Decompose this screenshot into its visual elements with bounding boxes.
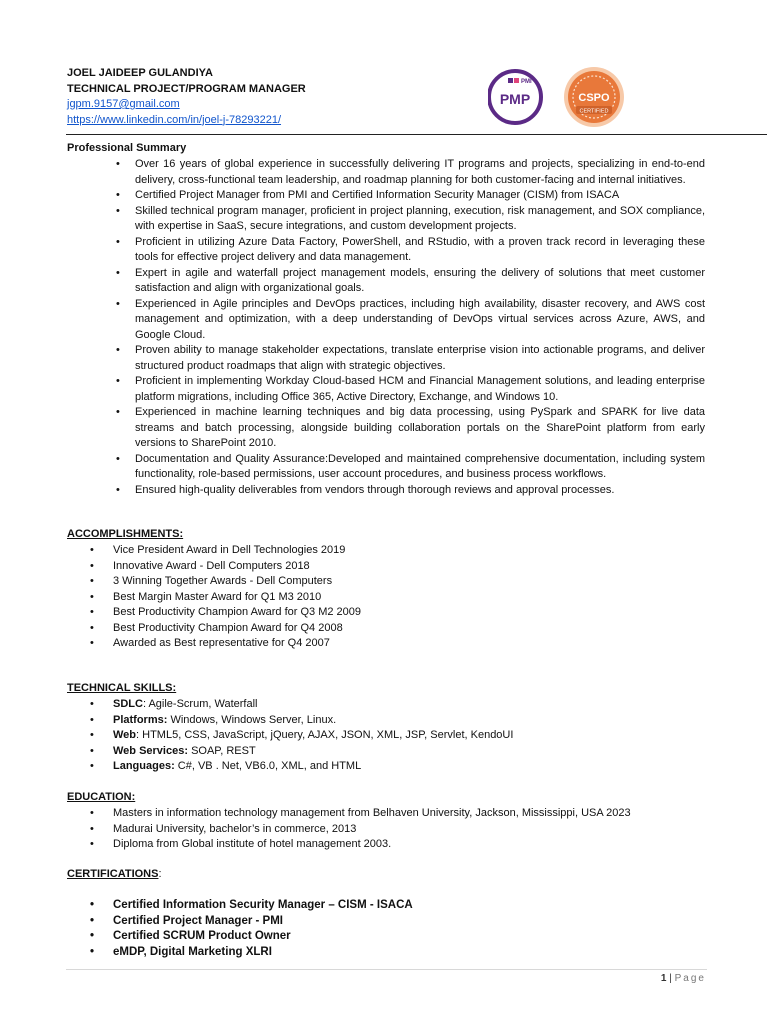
list-item: • Skilled technical program manager, proficient in project planning, execution, risk management, and SOX compliance, with expertise in SaaS, secure integrations, and custom development projects.	[135, 204, 705, 235]
skill-label: Web Services:	[113, 744, 189, 757]
list-item: • Best Productivity Champion Award for Q3 M2 2009	[113, 605, 713, 621]
cspo-badge-icon	[564, 67, 624, 127]
pmp-badge-label: PMP	[499, 91, 531, 107]
certifications-heading	[67, 868, 162, 880]
skill-value: : HTML5, CSS, JavaScript, jQuery, AJAX, JSON, XML, JSP, Servlet, KendoUI	[136, 729, 514, 741]
list-item: • Masters in information technology management from Belhaven University, Jackson, Mississippi, USA 2023	[113, 806, 713, 822]
list-item: • Diploma from Global institute of hotel management 2003.	[113, 837, 713, 853]
cspo-badge-label: CSPO	[578, 92, 610, 104]
skill-label: SDLC	[113, 698, 143, 710]
list-item	[113, 728, 713, 744]
certifications-list	[113, 898, 713, 960]
skill-label: Languages:	[113, 760, 175, 772]
page-label: Page	[674, 973, 706, 984]
candidate-name: JOEL JAIDEEP GULANDIYA	[67, 67, 213, 79]
education-heading: EDUCATION:	[67, 791, 136, 803]
certifications-heading-colon: :	[158, 868, 162, 880]
list-item	[113, 697, 713, 713]
pmp-badge-top: PMI	[521, 79, 532, 85]
cspo-badge-ribbon: CERTIFIED	[579, 108, 609, 115]
skill-label: Web	[113, 729, 137, 741]
accomplishments-heading: ACCOMPLISHMENTS:	[67, 528, 184, 540]
list-item: • Madurai University, bachelor’s in commerce, 2013	[113, 822, 713, 838]
skills-heading: TECHNICAL SKILLS:	[67, 682, 177, 694]
skill-value: Windows, Windows Server, Linux.	[167, 713, 337, 726]
list-item: • Documentation and Quality Assurance:Developed and maintained comprehensive documentation, including system functionality, role-based permissions, user account procedures, and business process workflows.	[135, 452, 705, 483]
skills-list	[113, 697, 713, 775]
list-item	[113, 713, 713, 729]
skill-label: Platforms:	[113, 713, 168, 726]
list-item: • Awarded as Best representative for Q4 2007	[113, 636, 713, 652]
list-item	[113, 744, 713, 760]
list-item: • Experienced in machine learning techniques and big data processing, using PySpark and SPARK for live data streams and batch processing, alongside building collaboration portals on the SharePoint platform from early versions to SharePoint 2010.	[135, 405, 705, 452]
linkedin-link[interactable]: https://www.linkedin.com/in/joel-j-78293221/	[67, 113, 282, 126]
page-separator: |	[666, 973, 675, 984]
header	[67, 66, 306, 128]
list-item: • Proficient in utilizing Azure Data Factory, PowerShell, and RStudio, with a proven track record in leveraging these tools for effective project delivery and data management.	[135, 235, 705, 266]
list-item: • Certified Information Security Manager – CISM - ISACA	[113, 898, 713, 914]
candidate-title: TECHNICAL PROJECT/PROGRAM MANAGER	[67, 82, 306, 95]
list-item: • Innovative Award - Dell Computers 2018	[113, 559, 713, 575]
list-item: • Proven ability to manage stakeholder expectations, translate enterprise vision into actionable programs, and deliver structured product roadmaps that align with strategic objectives.	[135, 343, 705, 374]
page-footer	[661, 973, 706, 984]
list-item: • Over 16 years of global experience in successfully delivering IT programs and projects, specializing in end-to-end delivery, cross-functional team leadership, and roadmap planning for both customer-facing and internal initiatives.	[135, 157, 705, 188]
skill-value: C#, VB . Net, VB6.0, XML, and HTML	[174, 760, 362, 772]
list-item: • Best Productivity Champion Award for Q4 2008	[113, 621, 713, 637]
list-item: • Proficient in implementing Workday Cloud-based HCM and Financial Management solutions, and leading enterprise platform migrations, including Office 365, Active Directory, Exchange, and Windows 10.	[135, 374, 705, 405]
accomplishments-list	[113, 543, 713, 652]
list-item: • Certified Project Manager - PMI	[113, 914, 713, 930]
page-number: 1	[660, 973, 667, 984]
list-item: • Ensured high-quality deliverables from vendors through thorough reviews and approval processes.	[135, 483, 705, 499]
list-item: • Best Margin Master Award for Q1 M3 2010	[113, 590, 713, 606]
pmp-badge-icon	[489, 71, 541, 123]
list-item	[113, 759, 713, 775]
email-link[interactable]: jgpm.9157@gmail.com	[67, 98, 180, 110]
footer-divider	[66, 969, 707, 970]
certification-badges	[488, 64, 628, 130]
list-item: • Certified SCRUM Product Owner	[113, 929, 713, 945]
skill-value: : Agile-Scrum, Waterfall	[142, 698, 258, 710]
skill-value: SOAP, REST	[188, 744, 256, 757]
list-item: • Certified Project Manager from PMI and Certified Information Security Manager (CISM) from ISACA	[135, 188, 705, 204]
list-item: • Expert in agile and waterfall project management models, ensuring the delivery of solutions that meet customer satisfaction and align with organizational goals.	[135, 266, 705, 297]
summary-heading: Professional Summary	[67, 142, 187, 154]
list-item: • 3 Winning Together Awards - Dell Computers	[113, 574, 713, 590]
list-item: • Experienced in Agile principles and DevOps practices, including high availability, disaster recovery, and AWS cost management and optimization, with a deep understanding of DevOps virtual services across Azure, AWS, and Google Cloud.	[135, 297, 705, 344]
list-item: • eMDP, Digital Marketing XLRI	[113, 945, 713, 961]
certifications-heading-text: CERTIFICATIONS	[67, 868, 159, 880]
summary-list	[135, 157, 705, 498]
education-list	[113, 806, 713, 853]
header-divider	[66, 134, 767, 135]
list-item: • Vice President Award in Dell Technologies 2019	[113, 543, 713, 559]
